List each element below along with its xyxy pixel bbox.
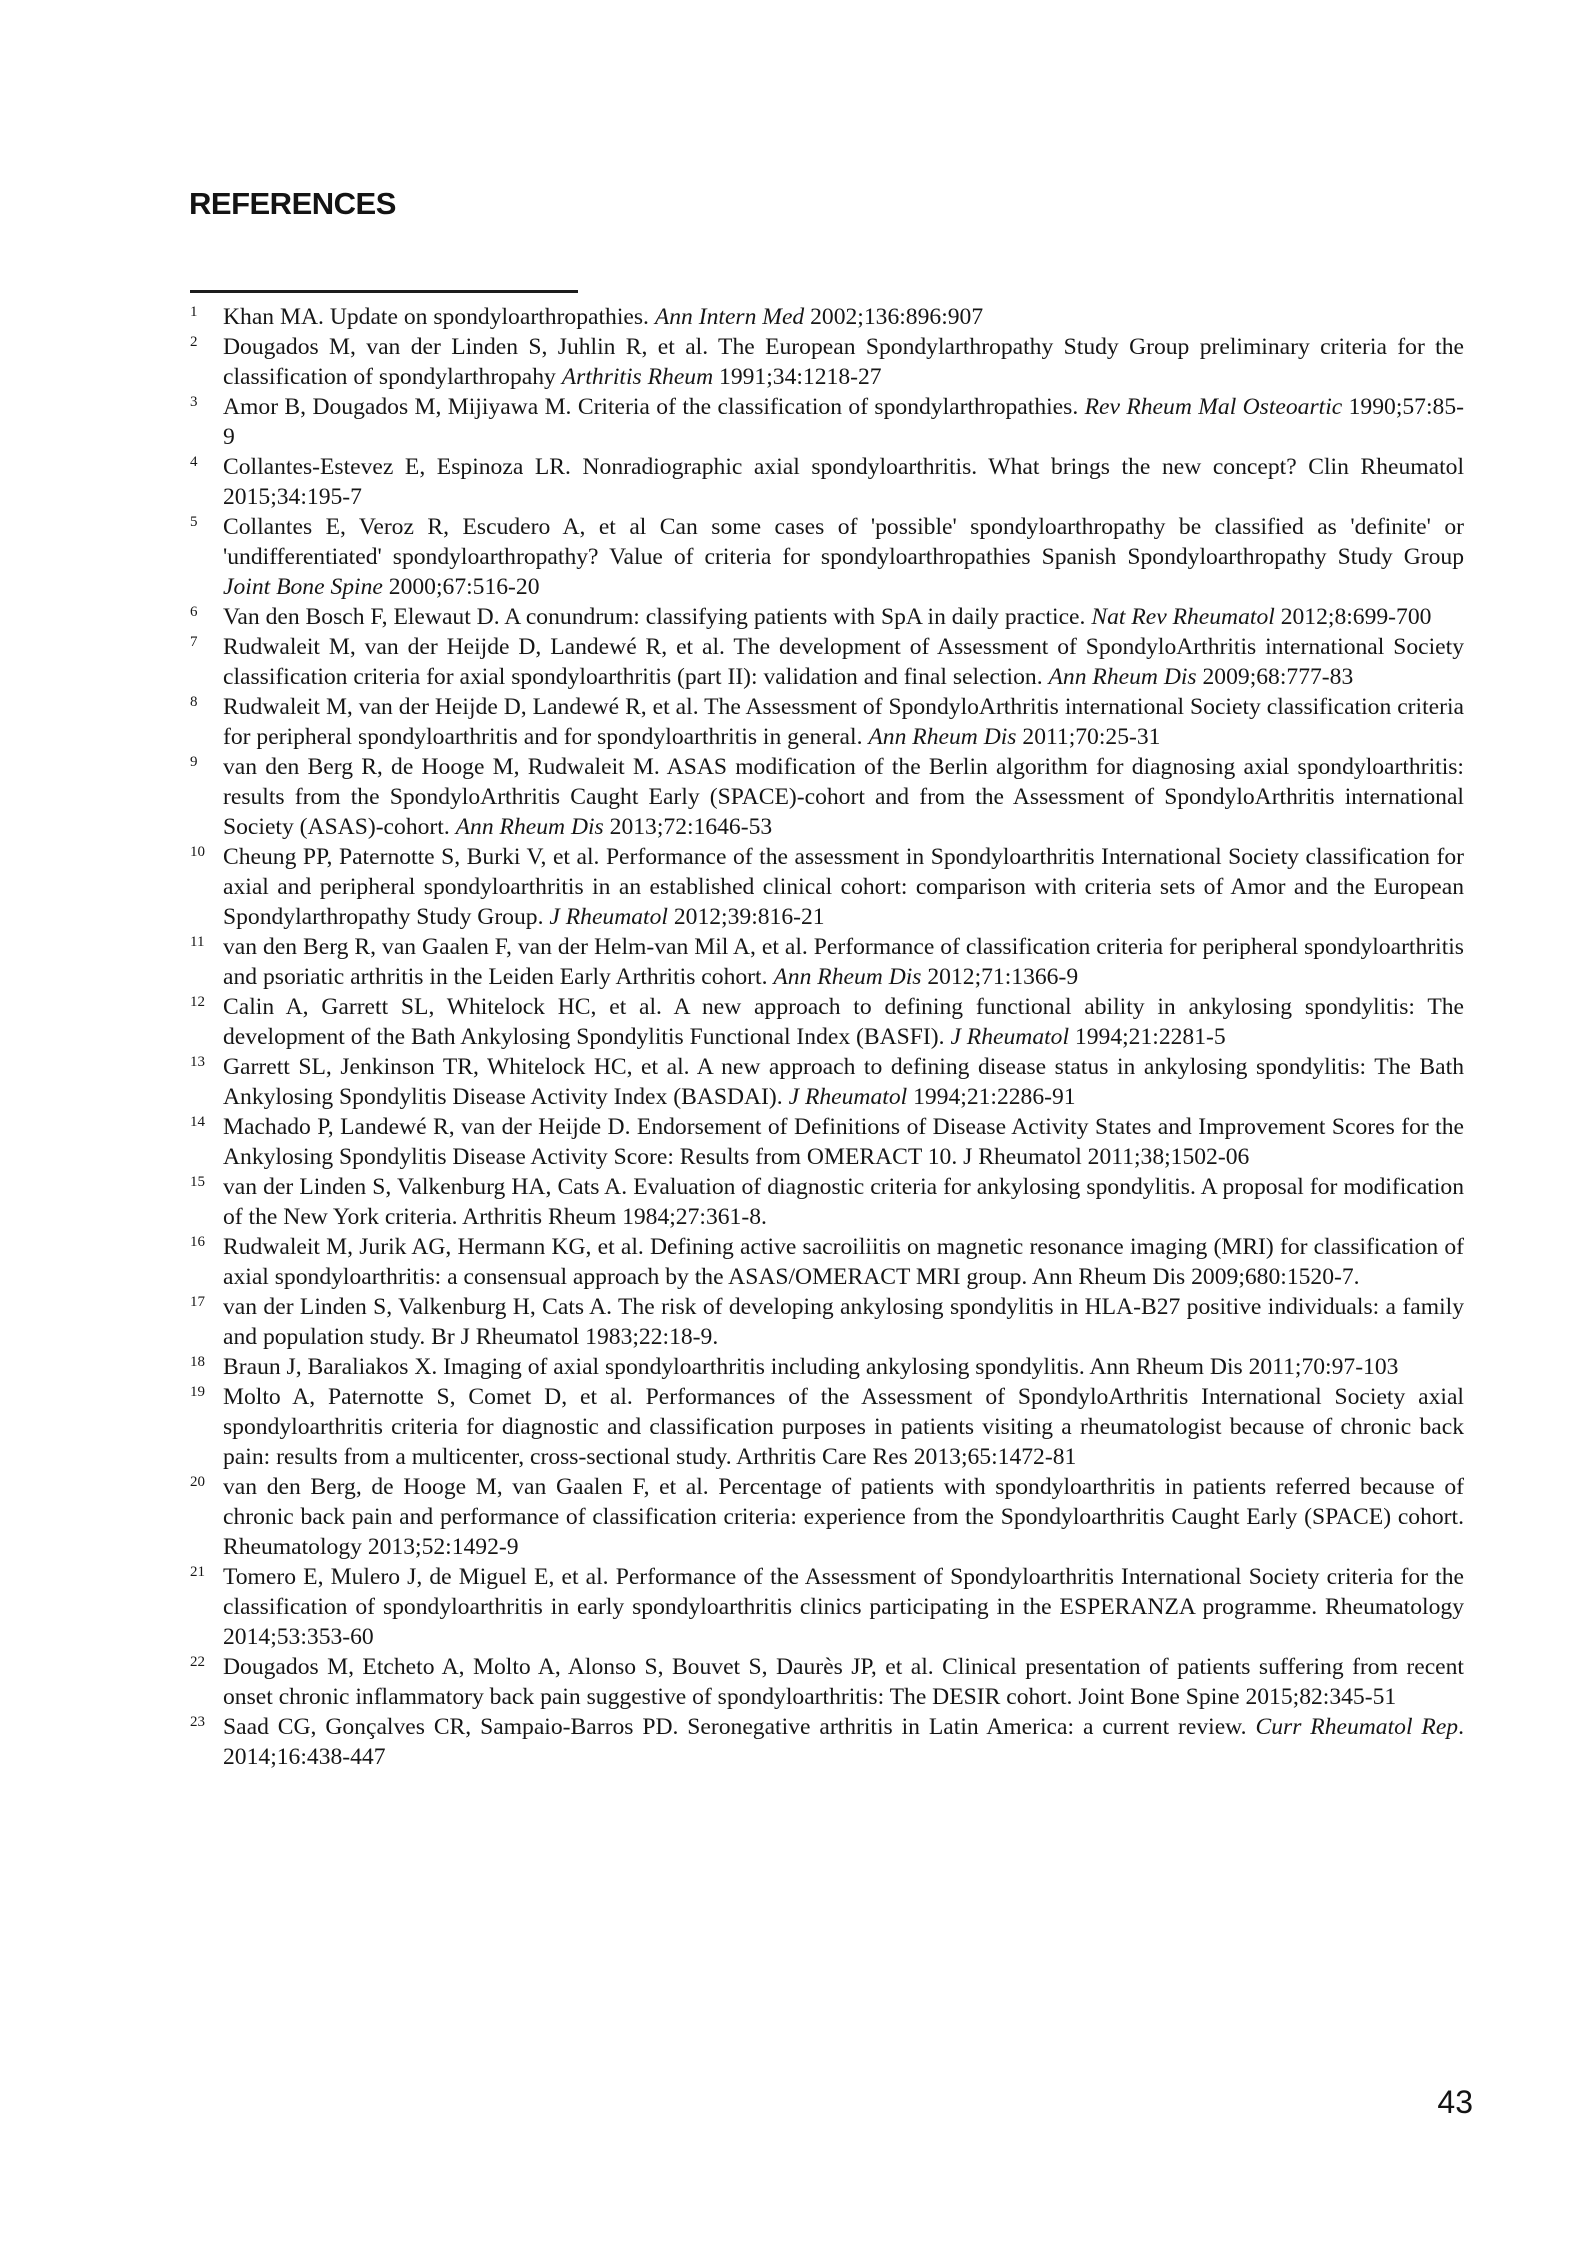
reference-text bbox=[223, 1474, 1464, 1560]
reference-segment: Braun J, Baraliakos X. Imaging of axial spondyloarthritis including ankylosing spondylitis. Ann Rheum Dis 2011;70:97-103 bbox=[223, 1354, 1399, 1380]
reference-item: $^2$ Dougados M, van der Linden S, Juhlin R, et al. The European Spondylarthropathy Study Group preliminary criteria for the classification of spondylarthropahy Arthritis Rheum 1991;34:1218-27 bbox=[190, 334, 1464, 390]
reference-text bbox=[223, 1174, 1464, 1230]
reference-segment: Amor B, Dougados M, Mijiyawa M. Criteria of the classification of spondylarthropathies. bbox=[223, 394, 1085, 420]
reference-segment: Saad CG, Gonçalves CR, Sampaio-Barros PD. Seronegative arthritis in Latin America: a current review. bbox=[223, 1714, 1256, 1740]
reference-item: $^1$ Khan MA. Update on spondyloarthropathies. Ann Intern Med 2002;136:896:907 bbox=[190, 304, 984, 330]
reference-item: $^{11}$ van den Berg R, van Gaalen F, van der Helm-van Mil A, et al. Performance of classification criteria for peripheral spondyloarthritis and psoriatic arthritis in the Leiden Early Arthritis cohort. Ann Rheum Dis 2012;71:1366-9 bbox=[190, 934, 1464, 990]
reference-segment: Cheung PP, Paternotte S, Burki V, et al. Performance of the assessment in Spondyloarthritis International Society classification for axial and peripheral spondyloarthritis in an established clinical cohort: comparison with criteria sets of Amor and the European Spondylarthropathy Study Group. bbox=[223, 844, 1464, 930]
reference-segment: 2009;68:777-83 bbox=[1196, 664, 1354, 690]
reference-segment: 2012;39:816-21 bbox=[667, 904, 825, 930]
reference-item: $^{20}$ van den Berg, de Hooge M, van Gaalen F, et al. Percentage of patients with spondyloarthritis in patients referred because of chronic back pain and performance of classification criteria: experience from the Spondyloarthritis Caught Early (SPACE) cohort. Rheumatology 2013;52:1492-9 bbox=[190, 1474, 1464, 1560]
reference-text bbox=[223, 1354, 1398, 1380]
reference-text bbox=[223, 1114, 1464, 1170]
reference-item: $^{16}$ Rudwaleit M, Jurik AG, Hermann KG, et al. Defining active sacroiliitis on magnetic resonance imaging (MRI) for classification of axial spondyloarthritis: a consensual approach by the ASAS/OMERACT MRI group. Ann Rheum Dis 2009;680:1520-7. bbox=[190, 1234, 1464, 1290]
reference-segment: Van den Bosch F, Elewaut D. A conundrum: classifying patients with SpA in daily practice. bbox=[223, 604, 1092, 630]
journal-name: J Rheumatol bbox=[788, 1084, 908, 1110]
reference-item: $^{23}$ Saad CG, Gonçalves CR, Sampaio-Barros PD. Seronegative arthritis in Latin America: a current review. Curr Rheumatol Rep. 2014;16:438-447 bbox=[190, 1714, 1464, 1770]
reference-segment: Dougados M, van der Linden S, Juhlin R, et al. The European Spondylarthropathy Study Group preliminary criteria for the classification of spondylarthropahy bbox=[223, 334, 1464, 390]
journal-name: Ann Rheum Dis bbox=[455, 814, 604, 840]
journal-name: Ann Intern Med bbox=[654, 304, 805, 330]
reference-segment: Tomero E, Mulero J, de Miguel E, et al. Performance of the Assessment of Spondyloarthritis International Society criteria for the classification of spondyloarthritis in early spondyloarthritis clinics participating in the ESPERANZA programme. Rheumatology 2014;53:353-60 bbox=[223, 1564, 1464, 1650]
reference-segment: 2013;72:1646-53 bbox=[603, 814, 773, 840]
reference-text bbox=[223, 1054, 1464, 1110]
journal-name: J Rheumatol bbox=[549, 904, 668, 930]
reference-text bbox=[223, 1714, 1464, 1770]
reference-item: $^{17}$ van der Linden S, Valkenburg H, Cats A. The risk of developing ankylosing spondylitis in HLA-B27 positive individuals: a family and population study. Br J Rheumatol 1983;22:18-9. bbox=[190, 1294, 1464, 1350]
reference-text bbox=[223, 634, 1464, 690]
reference-item: $^{14}$ Machado P, Landewé R, van der Heijde D. Endorsement of Definitions of Disease Activity States and Improvement Scores for the Ankylosing Spondylitis Disease Activity Score: Results from OMERACT 10. J Rheumatol 2011;38;1502-06 bbox=[190, 1114, 1464, 1170]
reference-text bbox=[223, 1564, 1464, 1650]
reference-segment: 1994;21:2281-5 bbox=[1069, 1024, 1226, 1050]
reference-text bbox=[223, 394, 1464, 450]
reference-segment: Rudwaleit M, van der Heijde D, Landewé R, et al. The development of Assessment of SpondyloArthritis international Society classification criteria for axial spondyloarthritis (part II): validation and final selection. bbox=[223, 634, 1464, 690]
reference-item: $^{10}$ Cheung PP, Paternotte S, Burki V, et al. Performance of the assessment in Spondyloarthritis International Society classification for axial and peripheral spondyloarthritis in an established clinical cohort: comparison with criteria sets of Amor and the European Spondylarthropathy Study Group. J Rheumatol 2012;39:816-21 bbox=[190, 844, 1464, 930]
reference-item: $^6$ Van den Bosch F, Elewaut D. A conundrum: classifying patients with SpA in daily practice. Nat Rev Rheumatol 2012;8:699-700 bbox=[190, 604, 1432, 630]
reference-text bbox=[223, 844, 1464, 930]
reference-item: $^{21}$ Tomero E, Mulero J, de Miguel E, et al. Performance of the Assessment of Spondyloarthritis International Society criteria for the classification of spondyloarthritis in early spondyloarthritis clinics participating in the ESPERANZA programme. Rheumatology 2014;53:353-60 bbox=[190, 1564, 1464, 1650]
reference-segment: 2000;67:516-20 bbox=[382, 574, 540, 600]
reference-segment: 1991;34:1218-27 bbox=[713, 364, 882, 390]
reference-text bbox=[223, 934, 1464, 990]
reference-item: $^{12}$ Calin A, Garrett SL, Whitelock HC, et al. A new approach to defining functional ability in ankylosing spondylitis: The development of the Bath Ankylosing Spondylitis Functional Index (BASFI). J Rheumatol 1994;21:2281-5 bbox=[190, 994, 1464, 1050]
journal-name: Curr Rheumatol Rep bbox=[1255, 1714, 1459, 1740]
reference-item: $^4$ Collantes-Estevez E, Espinoza LR. Nonradiographic axial spondyloarthritis. What brings the new concept? Clin Rheumatol 2015;34:195-7 bbox=[190, 454, 1464, 510]
journal-name: Arthritis Rheum bbox=[561, 364, 714, 390]
reference-text bbox=[223, 994, 1464, 1050]
reference-segment: van den Berg, de Hooge M, van Gaalen F, et al. Percentage of patients with spondyloarthritis in patients referred because of chronic back pain and performance of classification criteria: experience from the Spondyloarthritis Caught Early (SPACE) cohort. Rheumatology 2013;52:1492-9 bbox=[223, 1474, 1464, 1560]
reference-segment: van den Berg R, de Hooge M, Rudwaleit M. ASAS modification of the Berlin algorithm for diagnosing axial spondyloarthritis: results from the SpondyloArthritis Caught Early (SPACE)-cohort and from the Assessment of SpondyloArthritis international Society (ASAS)-cohort. bbox=[223, 754, 1464, 840]
reference-item: $^7$ Rudwaleit M, van der Heijde D, Landewé R, et al. The development of Assessment of SpondyloArthritis international Society classification criteria for axial spondyloarthritis (part II): validation and final selection. Ann Rheum Dis 2009;68:777-83 bbox=[190, 634, 1464, 690]
reference-segment: van der Linden S, Valkenburg H, Cats A. The risk of developing ankylosing spondylitis in HLA-B27 positive individuals: a family and population study. Br J Rheumatol 1983;22:18-9. bbox=[223, 1294, 1464, 1350]
reference-text bbox=[223, 694, 1464, 750]
reference-text bbox=[223, 454, 1464, 510]
reference-segment: Molto A, Paternotte S, Comet D, et al. Performances of the Assessment of SpondyloArthritis International Society axial spondyloarthritis criteria for diagnostic and classification purposes in patients visiting a rheumatologist because of chronic back pain: results from a multicenter, cross-sectional study. Arthritis Care Res 2013;65:1472-81 bbox=[223, 1384, 1464, 1470]
reference-text bbox=[223, 1384, 1464, 1470]
reference-text bbox=[223, 304, 983, 330]
reference-segment: Khan MA. Update on spondyloarthropathies. bbox=[223, 304, 655, 330]
reference-item: $^{22}$ Dougados M, Etcheto A, Molto A, Alonso S, Bouvet S, Daurès JP, et al. Clinical presentation of patients suffering from recent onset chronic inflammatory back pain suggestive of spondyloarthritis: The DESIR cohort. Joint Bone Spine 2015;82:345-51 bbox=[190, 1654, 1464, 1710]
reference-segment: Dougados M, Etcheto A, Molto A, Alonso S, Bouvet S, Daurès JP, et al. Clinical presentation of patients suffering from recent onset chronic inflammatory back pain suggestive of spondyloarthritis: The DESIR cohort. Joint Bone Spine 2015;82:345-51 bbox=[223, 1654, 1464, 1710]
journal-name: Ann Rheum Dis bbox=[1048, 664, 1197, 690]
reference-segment: van den Berg R, van Gaalen F, van der Helm-van Mil A, et al. Performance of classification criteria for peripheral spondyloarthritis and psoriatic arthritis in the Leiden Early Arthritis cohort. bbox=[223, 934, 1464, 990]
reference-segment: 2011;70:25-31 bbox=[1016, 724, 1161, 750]
journal-name: Nat Rev Rheumatol bbox=[1091, 604, 1275, 630]
reference-item: $^{19}$ Molto A, Paternotte S, Comet D, et al. Performances of the Assessment of SpondyloArthritis International Society axial spondyloarthritis criteria for diagnostic and classification purposes in patients visiting a rheumatologist because of chronic back pain: results from a multicenter, cross-sectional study. Arthritis Care Res 2013;65:1472-81 bbox=[190, 1384, 1464, 1470]
reference-segment: . 2014;16:438-447 bbox=[223, 1714, 1464, 1770]
reference-item: $^5$ Collantes E, Veroz R, Escudero A, et al Can some cases of 'possible' spondyloarthropathy be classified as 'definite' or 'undifferentiated' spondyloarthropathy? Value of criteria for spondyloarthropathies Spanish Spondyloarthropathy Study Group Joint Bone Spine 2000;67:516-20 bbox=[190, 514, 1464, 600]
footnote-separator-line bbox=[190, 290, 578, 293]
reference-item: $^8$ Rudwaleit M, van der Heijde D, Landewé R, et al. The Assessment of SpondyloArthritis international Society classification criteria for peripheral spondyloarthritis and for spondyloarthritis in general. Ann Rheum Dis 2011;70:25-31 bbox=[190, 694, 1464, 750]
reference-segment: van der Linden S, Valkenburg HA, Cats A. Evaluation of diagnostic criteria for ankylosing spondylitis. A proposal for modification of the New York criteria. Arthritis Rheum 1984;27:361-8. bbox=[223, 1174, 1464, 1230]
reference-segment: 2012;8:699-700 bbox=[1274, 604, 1432, 630]
reference-segment: 1994;21:2286-91 bbox=[907, 1084, 1076, 1110]
reference-segment: Rudwaleit M, van der Heijde D, Landewé R, et al. The Assessment of SpondyloArthritis international Society classification criteria for peripheral spondyloarthritis and for spondyloarthritis in general. bbox=[223, 694, 1464, 750]
reference-text bbox=[223, 514, 1464, 600]
reference-text bbox=[223, 754, 1464, 840]
reference-item: $^3$ Amor B, Dougados M, Mijiyawa M. Criteria of the classification of spondylarthropathies. Rev Rheum Mal Osteoartic 1990;57:85-9 bbox=[190, 394, 1464, 450]
reference-segment: Calin A, Garrett SL, Whitelock HC, et al. A new approach to defining functional ability in ankylosing spondylitis: The development of the Bath Ankylosing Spondylitis Functional Index (BASFI). bbox=[223, 994, 1464, 1050]
reference-segment: Collantes E, Veroz R, Escudero A, et al Can some cases of 'possible' spondyloarthropathy be classified as 'definite' or 'undifferentiated' spondyloarthropathy? Value of criteria for spondyloarthropathies Spanish Spondyloarthropathy Study Group bbox=[223, 514, 1464, 570]
reference-segment: 1990;57:85-9 bbox=[223, 394, 1464, 450]
journal-name: J Rheumatol bbox=[950, 1024, 1070, 1050]
journal-name: Joint Bone Spine bbox=[223, 574, 383, 600]
reference-segment: Rudwaleit M, Jurik AG, Hermann KG, et al. Defining active sacroiliitis on magnetic resonance imaging (MRI) for classification of axial spondyloarthritis: a consensual approach by the ASAS/OMERACT MRI group. Ann Rheum Dis 2009;680:1520-7. bbox=[223, 1234, 1464, 1290]
reference-text bbox=[223, 1294, 1464, 1350]
reference-item: $^{13}$ Garrett SL, Jenkinson TR, Whitelock HC, et al. A new approach to defining disease status in ankylosing spondylitis: The Bath Ankylosing Spondylitis Disease Activity Index (BASDAI). J Rheumatol 1994;21:2286-91 bbox=[190, 1054, 1464, 1110]
reference-segment: Garrett SL, Jenkinson TR, Whitelock HC, et al. A new approach to defining disease status in ankylosing spondylitis: The Bath Ankylosing Spondylitis Disease Activity Index (BASDAI). bbox=[223, 1054, 1464, 1110]
reference-text bbox=[223, 604, 1431, 630]
reference-segment: 2012;71:1366-9 bbox=[921, 964, 1079, 990]
journal-name: Ann Rheum Dis bbox=[868, 724, 1017, 750]
reference-item: $^9$ van den Berg R, de Hooge M, Rudwaleit M. ASAS modification of the Berlin algorithm for diagnosing axial spondyloarthritis: results from the SpondyloArthritis Caught Early (SPACE)-cohort and from the Assessment of SpondyloArthritis international Society (ASAS)-cohort. Ann Rheum Dis 2013;72:1646-53 bbox=[190, 754, 1464, 840]
reference-item: $^{18}$ Braun J, Baraliakos X. Imaging of axial spondyloarthritis including ankylosing spondylitis. Ann Rheum Dis 2011;70:97-103 bbox=[190, 1354, 1399, 1380]
page-title: REFERENCES bbox=[189, 186, 396, 221]
reference-segment: 2002;136:896:907 bbox=[804, 304, 984, 330]
page-number: 43 bbox=[1437, 2084, 1473, 2120]
reference-segment: Machado P, Landewé R, van der Heijde D. Endorsement of Definitions of Disease Activity States and Improvement Scores for the Ankylosing Spondylitis Disease Activity Score: Results from OMERACT 10. J Rheumatol 2011;38;1502-06 bbox=[223, 1114, 1464, 1170]
reference-segment: Collantes-Estevez E, Espinoza LR. Nonradiographic axial spondyloarthritis. What brings the new concept? Clin Rheumatol 2015;34:195-7 bbox=[223, 454, 1464, 510]
reference-text bbox=[223, 1654, 1464, 1710]
journal-name: Ann Rheum Dis bbox=[773, 964, 922, 990]
references-list bbox=[190, 302, 1464, 1772]
reference-text bbox=[223, 1234, 1464, 1290]
journal-name: Rev Rheum Mal Osteoartic bbox=[1084, 394, 1343, 420]
reference-item: $^{15}$ van der Linden S, Valkenburg HA, Cats A. Evaluation of diagnostic criteria for ankylosing spondylitis. A proposal for modification of the New York criteria. Arthritis Rheum 1984;27:361-8. bbox=[190, 1174, 1464, 1230]
reference-text bbox=[223, 334, 1464, 390]
